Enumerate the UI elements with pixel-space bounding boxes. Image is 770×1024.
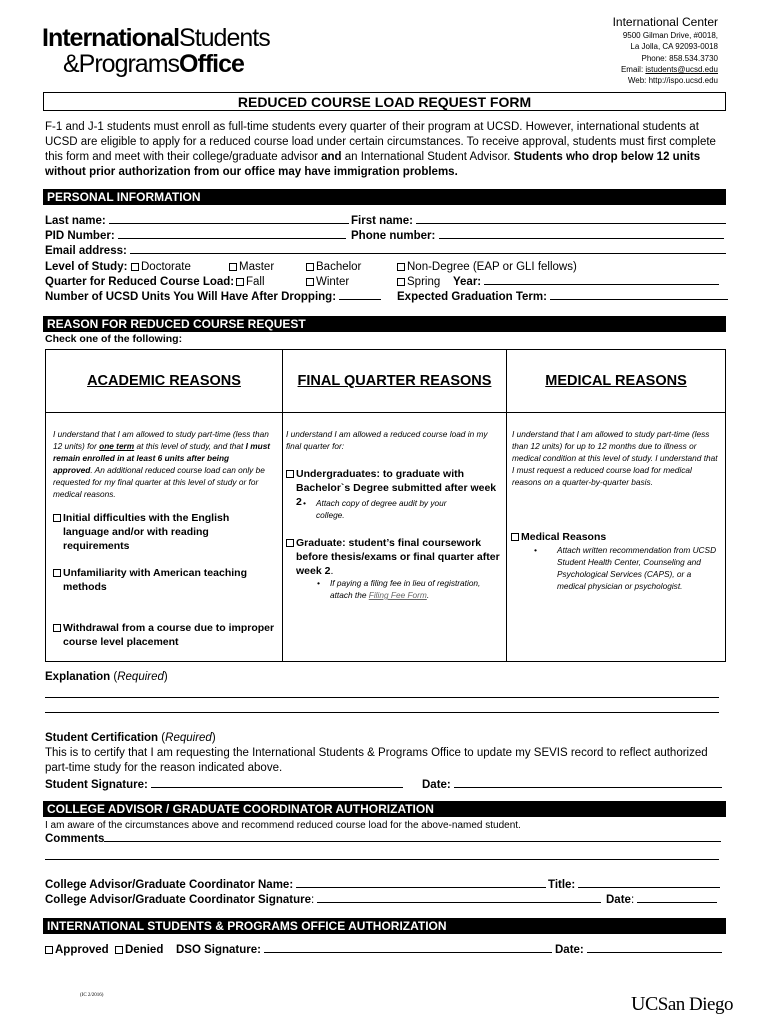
final-bullet-filing-fee: • If paying a filing fee in lieu of registration, attach the Filing Fee Form. bbox=[317, 578, 481, 601]
checkbox[interactable] bbox=[306, 278, 314, 286]
checkbox[interactable] bbox=[115, 946, 123, 954]
phone-field[interactable] bbox=[439, 229, 724, 239]
checkbox[interactable] bbox=[53, 569, 61, 577]
year-row: Year: bbox=[453, 275, 719, 290]
pid-field[interactable] bbox=[118, 229, 346, 239]
office-address bbox=[613, 14, 718, 86]
explanation-label: Explanation (Required) bbox=[45, 671, 168, 683]
ispo-heading: INTERNATIONAL STUDENTS & PROGRAMS OFFICE AUTHORIZATION bbox=[43, 918, 726, 934]
final-bullet-degree-audit: • Attach copy of degree audit by your college. bbox=[303, 498, 447, 521]
first-name-row: First name: bbox=[351, 214, 726, 229]
phone-line: Phone: 858.534.3730 bbox=[641, 53, 718, 63]
advisor-heading: COLLEGE ADVISOR / GRADUATE COORDINATOR AUTHORIZATION bbox=[43, 801, 726, 817]
form-code: (IC 2/2016) bbox=[80, 993, 104, 998]
advisor-title-field[interactable] bbox=[578, 878, 720, 888]
certification-text: This is to certify that I am requesting the International Students & Programs Office to update my SEVIS record to reflect authorized part-time study for the reason indicated above. bbox=[45, 747, 708, 774]
checkbox[interactable] bbox=[286, 539, 294, 547]
academic-option-english[interactable]: Initial difficulties with the English language and/or with reading requirements bbox=[53, 511, 278, 553]
final-option-graduate[interactable]: Graduate: student’s final coursework before thesis/exams or final quarter after week 2. bbox=[286, 536, 501, 578]
header-divider bbox=[46, 412, 725, 413]
year-field[interactable] bbox=[484, 275, 719, 285]
first-name-field[interactable] bbox=[416, 214, 726, 224]
address-line: La Jolla, CA 92093-0018 bbox=[630, 42, 718, 52]
dso-signature-field[interactable] bbox=[264, 943, 552, 953]
academic-reasons-title: ACADEMIC REASONS bbox=[87, 373, 241, 389]
email-line: Email: istudents@ucsd.edu bbox=[620, 64, 718, 74]
quarter-option-winter[interactable]: Winter bbox=[306, 275, 349, 290]
advisor-signature-field[interactable] bbox=[317, 893, 601, 903]
center-name: International Center bbox=[612, 15, 718, 29]
student-signature-field[interactable] bbox=[151, 778, 403, 788]
advisor-signature-row: College Advisor/Graduate Coordinator Signature: bbox=[45, 893, 601, 908]
column-divider bbox=[282, 350, 283, 661]
reason-heading: REASON FOR REDUCED COURSE REQUEST bbox=[43, 316, 726, 332]
last-name-row: Last name: bbox=[45, 214, 349, 229]
academic-reasons-text: I understand that I am allowed to study part-time (less than 12 units) for one term at this level of study, and that I must remain enrolled in at least 6 units after being approved. An additional reduced course load can only be requested for my final quarter at this level of study or for medical reasons. bbox=[53, 429, 271, 500]
advisor-name-field[interactable] bbox=[296, 878, 546, 888]
student-signature-row: Student Signature: bbox=[45, 778, 403, 793]
denied-option[interactable]: Denied bbox=[115, 943, 163, 958]
medical-reasons-text: I understand that I am allowed to study part-time (less than 12 units) for up to 12 months due to illness or medical condition at this level of study. I understand that I must request a reduced course load for medical reasons on a quarter-by-quarter basis. bbox=[512, 429, 718, 488]
email-field[interactable] bbox=[130, 244, 726, 254]
check-one-label: Check one of the following: bbox=[45, 333, 183, 345]
units-field[interactable] bbox=[339, 290, 381, 300]
level-option-doctorate[interactable]: Doctorate bbox=[131, 260, 191, 275]
checkbox[interactable] bbox=[131, 263, 139, 271]
checkbox[interactable] bbox=[45, 946, 53, 954]
level-option-bachelor[interactable]: Bachelor bbox=[306, 260, 361, 275]
last-name-field[interactable] bbox=[109, 214, 349, 224]
quarter-option-spring[interactable]: Spring bbox=[397, 275, 440, 290]
advisor-date-row: Date: bbox=[606, 893, 717, 908]
email-link[interactable]: istudents@ucsd.edu bbox=[645, 64, 718, 74]
dso-signature-row: DSO Signature: bbox=[176, 943, 552, 958]
checkbox[interactable] bbox=[53, 514, 61, 522]
web-link[interactable]: Web: http://ispo.ucsd.edu bbox=[627, 76, 718, 86]
medical-reasons-title: MEDICAL REASONS bbox=[545, 373, 687, 389]
uc-san-diego-logo: UCSan Diego bbox=[631, 993, 733, 1015]
level-option-master[interactable]: Master bbox=[229, 260, 274, 275]
student-date-field[interactable] bbox=[454, 778, 722, 788]
comments-line-2[interactable] bbox=[45, 859, 719, 860]
checkbox[interactable] bbox=[397, 278, 405, 286]
student-date-row: Date: bbox=[422, 778, 722, 793]
checkbox[interactable] bbox=[286, 470, 294, 478]
personal-info-heading: PERSONAL INFORMATION bbox=[43, 189, 726, 205]
email-row: Email address: bbox=[45, 244, 726, 259]
certification-label: Student Certification (Required) bbox=[45, 732, 216, 744]
phone-row: Phone number: bbox=[351, 229, 724, 244]
explanation-line-2[interactable] bbox=[45, 712, 719, 713]
level-option-non-degree[interactable]: Non-Degree (EAP or GLI fellows) bbox=[397, 260, 577, 275]
final-option-undergraduate[interactable]: Undergraduates: to graduate with Bachelor`s Degree submitted after week 2 bbox=[286, 467, 501, 509]
form-title: REDUCED COURSE LOAD REQUEST FORM bbox=[237, 94, 532, 110]
advisor-name-row: College Advisor/Graduate Coordinator Name: bbox=[45, 878, 546, 893]
form-title-box bbox=[43, 92, 726, 111]
ispo-date-field[interactable] bbox=[587, 943, 722, 953]
quarter-option-fall[interactable]: Fall bbox=[236, 275, 265, 290]
checkbox[interactable] bbox=[53, 624, 61, 632]
grad-term-row: Expected Graduation Term: bbox=[397, 290, 728, 305]
checkbox[interactable] bbox=[511, 533, 519, 541]
medical-bullet: • Attach written recommendation from UCSD Student Health Center, Counseling and Psychological Services (CAPS), or a medical physician or psychologist. bbox=[534, 545, 717, 592]
ispo-logo-line1: InternationalStudents bbox=[42, 24, 270, 52]
level-label: Level of Study: bbox=[45, 261, 128, 273]
medical-option[interactable]: Medical Reasons bbox=[511, 530, 711, 544]
approved-option[interactable]: Approved bbox=[45, 943, 109, 958]
comments-row: Comments bbox=[45, 832, 721, 847]
bullet-icon: • bbox=[534, 545, 537, 555]
address-line: 9500 Gilman Drive, #0018, bbox=[622, 31, 718, 40]
checkbox[interactable] bbox=[229, 263, 237, 271]
quarter-label: Quarter for Reduced Course Load: bbox=[45, 276, 235, 288]
checkbox[interactable] bbox=[397, 263, 405, 271]
grad-term-field[interactable] bbox=[550, 290, 728, 300]
units-row: Number of UCSD Units You Will Have After Dropping: bbox=[45, 290, 381, 305]
bullet-icon: • bbox=[317, 578, 320, 588]
checkbox[interactable] bbox=[236, 278, 244, 286]
ispo-logo-line2: &ProgramsOffice bbox=[63, 50, 244, 78]
intro-paragraph: F-1 and J-1 students must enroll as full-time students every quarter of their program at UCSD. However, international students at UCSD are eligible to apply for a reduced course load under certain circumstances. To receive approval, students must first complete this form and meet with their college/graduate advisor and an International Student Advisor. Students who drop below 12 units without prior authorization from our office may have immigration problems. bbox=[45, 121, 716, 178]
column-divider bbox=[506, 350, 507, 661]
comments-field[interactable] bbox=[104, 832, 721, 842]
final-quarter-text: I understand I am allowed a reduced course load in my final quarter for: bbox=[286, 429, 488, 452]
advisor-text: I am aware of the circumstances above and recommend reduced course load for the above-named student. bbox=[45, 820, 521, 831]
checkbox[interactable] bbox=[306, 263, 314, 271]
academic-option-teaching[interactable]: Unfamiliarity with American teaching methods bbox=[53, 566, 253, 594]
final-quarter-reasons-title: FINAL QUARTER REASONS bbox=[297, 373, 492, 389]
filing-fee-form-link[interactable]: Filing Fee Form bbox=[368, 590, 427, 601]
academic-option-withdrawal[interactable]: Withdrawal from a course due to improper course level placement bbox=[53, 621, 278, 649]
advisor-date-field[interactable] bbox=[637, 893, 717, 903]
reasons-table bbox=[45, 349, 726, 662]
pid-row: PID Number: bbox=[45, 229, 346, 244]
bullet-icon: • bbox=[303, 498, 306, 508]
ispo-date-row: Date: bbox=[555, 943, 722, 958]
advisor-title-row: Title: bbox=[548, 878, 720, 893]
explanation-line-1[interactable] bbox=[45, 697, 719, 698]
